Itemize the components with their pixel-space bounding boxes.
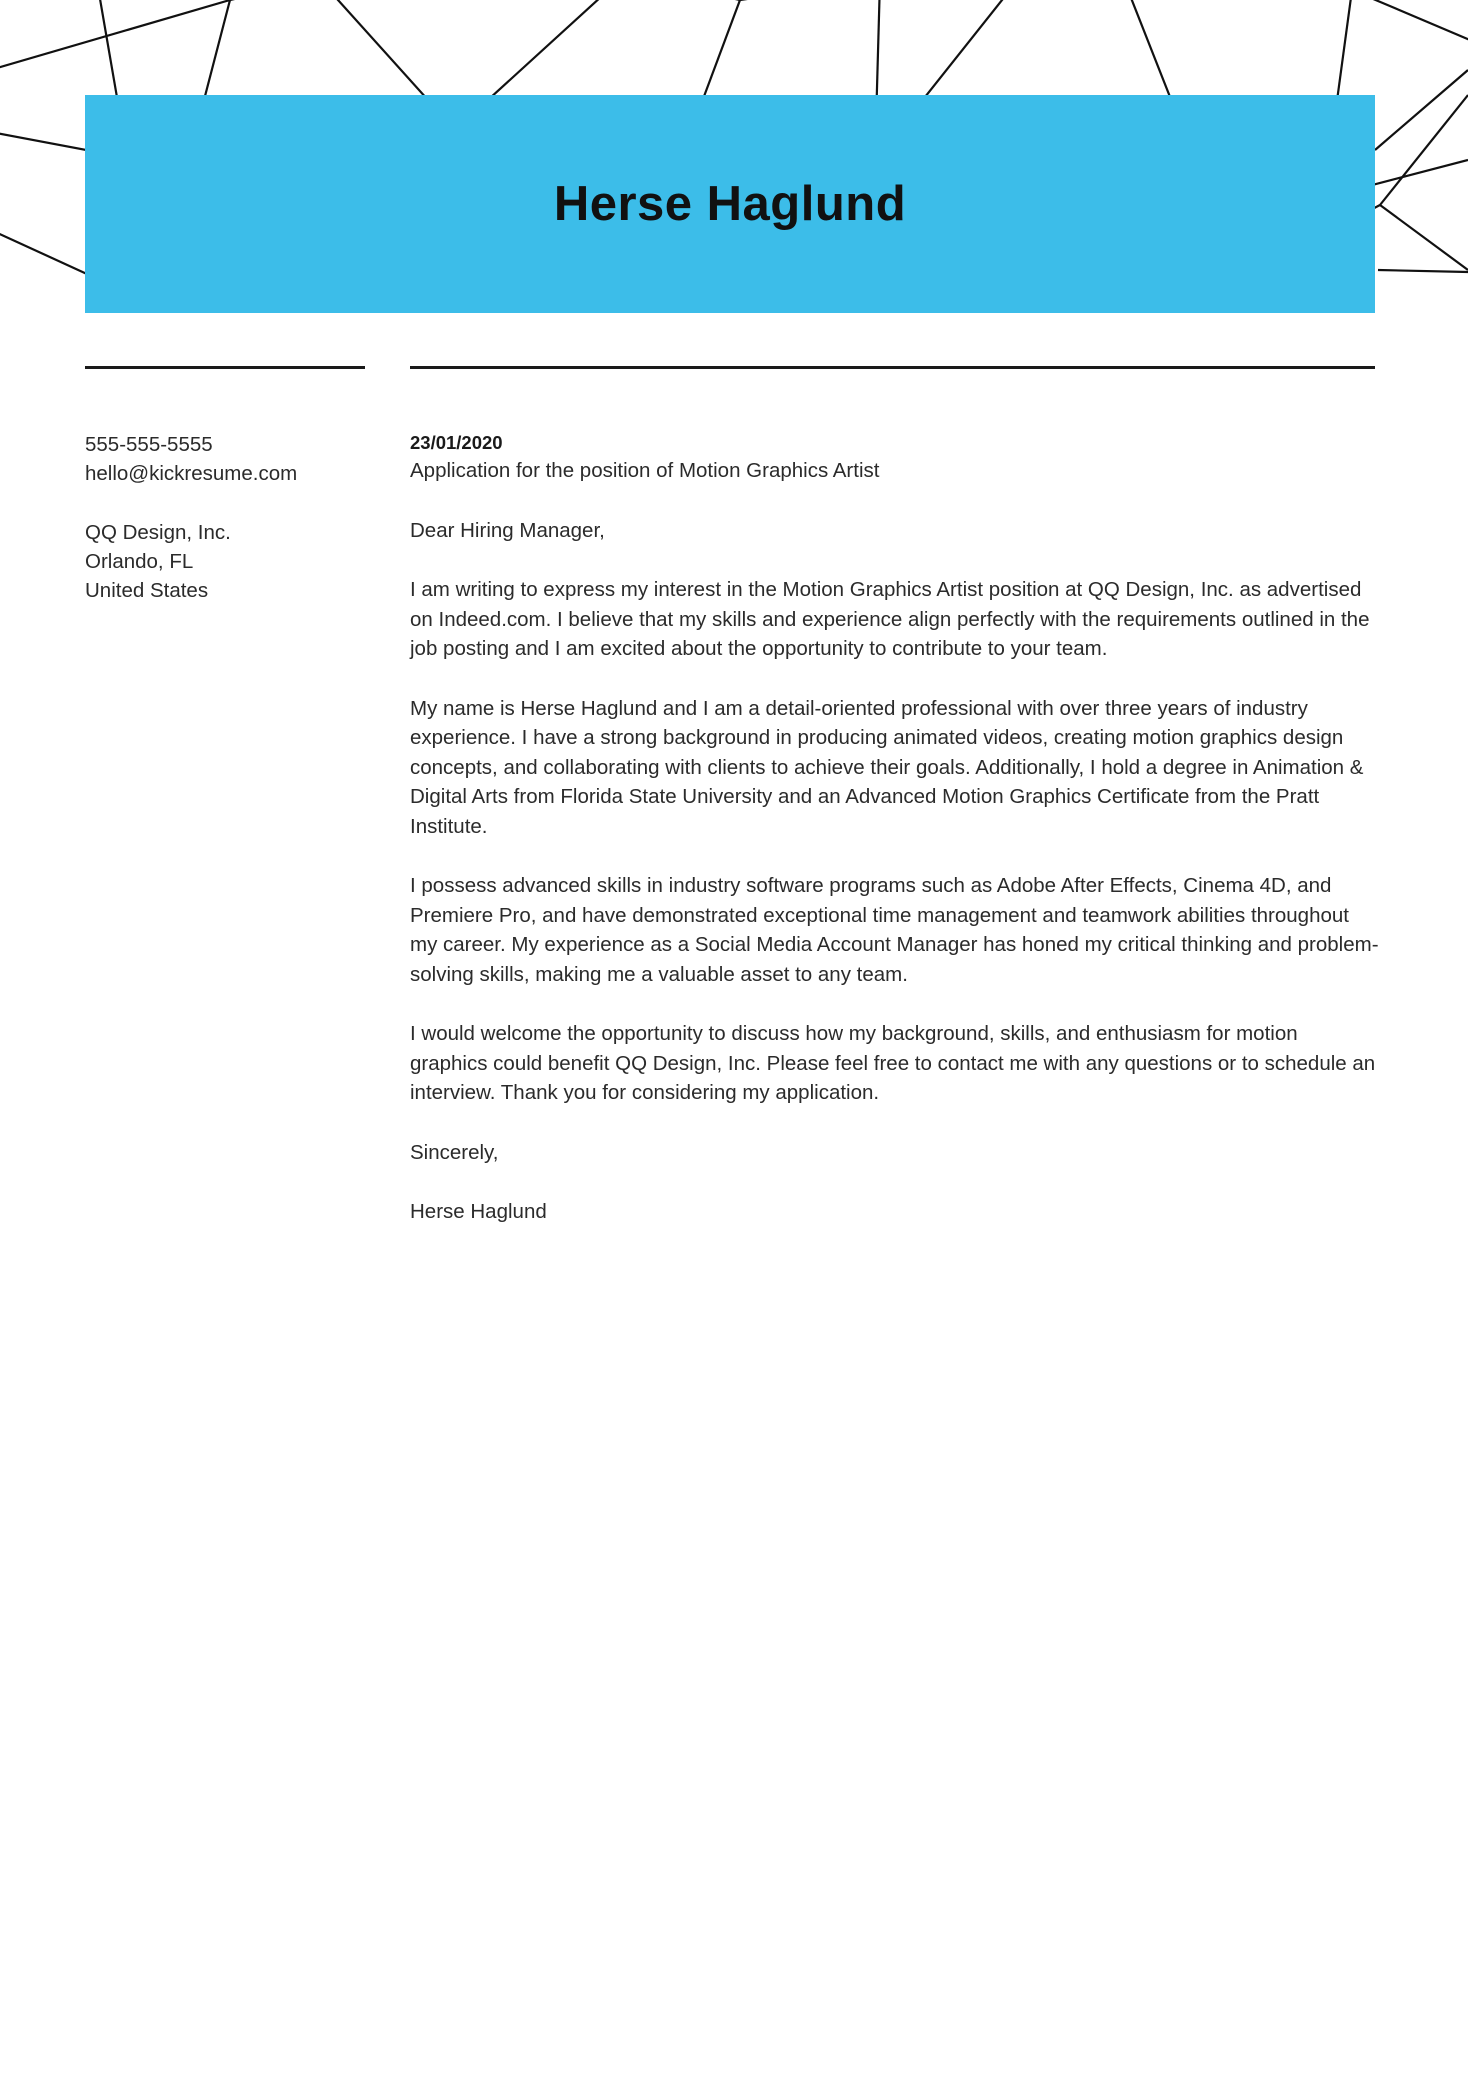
contact-phone: 555-555-5555 (85, 433, 213, 456)
sidebar-contact-column (85, 430, 375, 635)
letter-paragraph: I am writing to express my interest in the Motion Graphics Artist position at QQ Design, Inc. as advertised on Indeed.com. I believe that my skills and experience align perfectly with the requirements outlined in the job posting and I am excited about the opportunity to contribute to your team. (410, 578, 1370, 660)
letter-subject: Application for the position of Motion Graphics Artist (410, 459, 880, 482)
letter-paragraph: I would welcome the opportunity to discuss how my background, skills, and enthusiasm for motion graphics could benefit QQ Design, Inc. Please feel free to contact me with any questions or to schedule an interview. Thank you for considering my application. (410, 1022, 1376, 1104)
letter-divider-rule (410, 366, 1375, 369)
letter-signature-name: Herse Haglund (410, 1200, 547, 1223)
letter-closing-phrase: Sincerely, (410, 1140, 499, 1164)
contact-block (85, 430, 375, 488)
letter-date: 23/01/2020 (410, 432, 503, 453)
recipient-company: QQ Design, Inc. (85, 521, 231, 544)
recipient-city-state: Orlando, FL (85, 550, 194, 573)
letter-body-column (410, 430, 1380, 1227)
page-title: Herse Haglund (553, 176, 907, 231)
header-name-band (85, 95, 1375, 313)
letter-paragraph: My name is Herse Haglund and I am a detail-oriented professional with over three years of industry experience. I have a strong background in producing animated videos, creating motion graphics design concepts, and collaborating with clients to achieve their goals. Additionally, I hold a degree in Animation & Digital Arts from Florida State University and an Advanced Motion Graphics Certificate from the Pratt Institute. (410, 696, 1364, 838)
recipient-block (85, 518, 375, 605)
letter-paragraph: I possess advanced skills in industry software programs such as Adobe After Effects, Cinema 4D, and Premiere Pro, and have demonstrated exceptional time management and teamwork abilities throughout my career. My experience as a Social Media Account Manager has honed my critical thinking and problem-solving skills, making me a valuable asset to any team. (410, 874, 1379, 986)
sidebar-divider-rule (85, 366, 365, 369)
letter-salutation: Dear Hiring Manager, (410, 518, 605, 542)
contact-email: hello@kickresume.com (85, 462, 298, 485)
recipient-country: United States (85, 579, 209, 602)
